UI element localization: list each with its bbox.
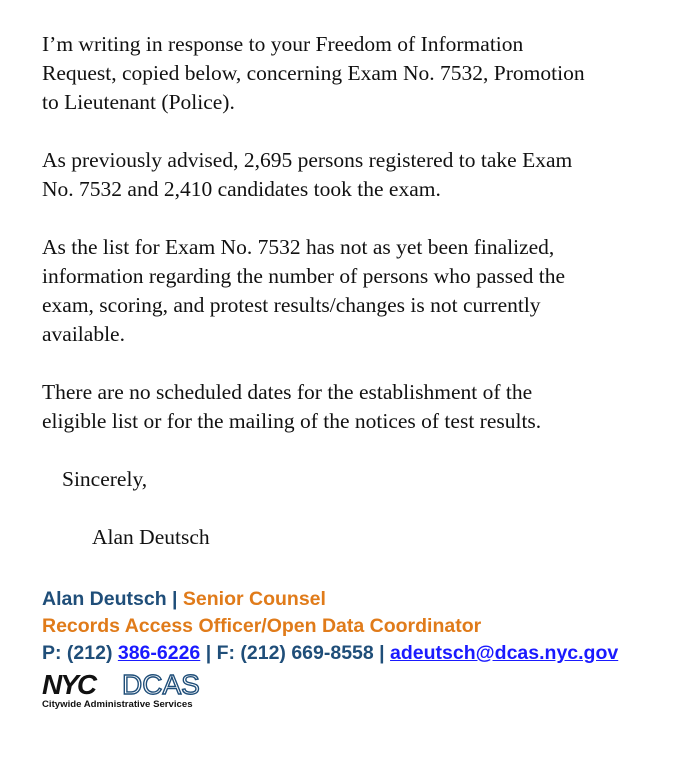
text-line: No. 7532 and 2,410 candidates took the exam. bbox=[42, 177, 441, 201]
signer-name: Alan Deutsch bbox=[92, 525, 210, 549]
signature-line-1 bbox=[42, 586, 682, 613]
signature-name: Alan Deutsch bbox=[42, 588, 167, 610]
text-line: I’m writing in response to your Freedom of Information bbox=[42, 32, 524, 56]
logo-nyc: NYC bbox=[42, 669, 96, 700]
closing: Sincerely, bbox=[62, 467, 148, 491]
phone-link[interactable]: 386-6226 bbox=[117, 642, 201, 664]
text-line: There are no scheduled dates for the establishment of the bbox=[42, 380, 533, 404]
signature-role: Records Access Officer/Open Data Coordinator bbox=[42, 615, 482, 637]
paragraph-1 bbox=[42, 30, 682, 117]
text-line: exam, scoring, and protest results/changes is not currently bbox=[42, 293, 541, 317]
fax-text: | F: (212) 669-8558 | bbox=[200, 642, 391, 664]
text-line: eligible list or for the mailing of the notices of test results. bbox=[42, 409, 542, 433]
text-line: to Lieutenant (Police). bbox=[42, 90, 235, 114]
paragraph-2 bbox=[42, 146, 682, 204]
signature-title: Senior Counsel bbox=[182, 588, 326, 610]
signature-contact bbox=[42, 640, 682, 667]
email-signature bbox=[42, 586, 682, 667]
text-line: As the list for Exam No. 7532 has not as yet been finalized, bbox=[42, 235, 555, 259]
paragraph-4 bbox=[42, 378, 682, 436]
phone-label: P: (212) bbox=[42, 642, 118, 664]
logo-tagline: Citywide Administrative Services bbox=[42, 699, 193, 710]
nyc-dcas-logo bbox=[42, 668, 222, 710]
logo-dcas: DCAS bbox=[122, 669, 200, 700]
text-line: Request, copied below, concerning Exam No. 7532, Promotion bbox=[42, 61, 585, 85]
signature-separator: | bbox=[166, 588, 183, 610]
letter-body bbox=[42, 30, 682, 584]
text-line: available. bbox=[42, 322, 125, 346]
email-link[interactable]: adeutsch@dcas.nyc.gov bbox=[390, 642, 619, 664]
text-line: information regarding the number of persons who passed the bbox=[42, 264, 566, 288]
text-line: As previously advised, 2,695 persons registered to take Exam bbox=[42, 148, 573, 172]
paragraph-3 bbox=[42, 233, 682, 349]
